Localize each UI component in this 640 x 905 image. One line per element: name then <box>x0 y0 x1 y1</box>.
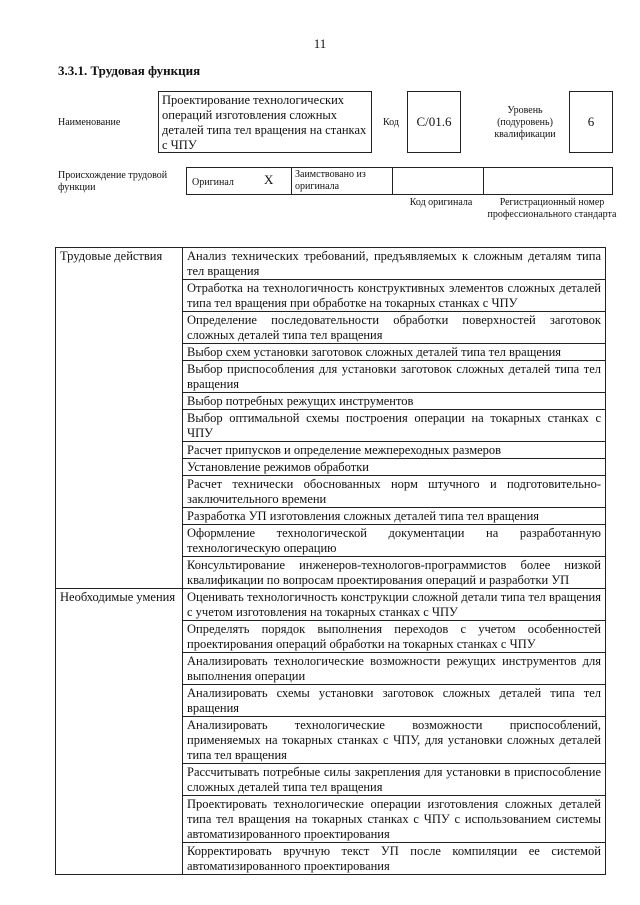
labor-action-item: Выбор приспособления для установки заготовок сложных деталей типа тел вращения <box>183 361 606 393</box>
labor-action-item: Расчет технически обоснованных норм штучного и подготовительно-заключительного времени <box>183 476 606 508</box>
section-title: 3.3.1. Трудовая функция <box>58 63 201 78</box>
labor-action-item: Оформление технологической документации на разработанную технологическую операцию <box>183 525 606 557</box>
code-original-label: Код оригинала <box>409 197 473 208</box>
code-value: С/01.6 <box>416 114 452 129</box>
skill-item: Оценивать технологичность конструкции сложной детали типа тел вращения с учетом изготовления на токарных станках с ЧПУ <box>183 589 606 621</box>
page-number: 11 <box>313 36 327 51</box>
labor-action-item: Определение последовательности обработки поверхностей заготовок сложных деталей типа тел вращения <box>183 312 606 344</box>
labor-action-item: Выбор оптимальной схемы построения операции на токарных станках с ЧПУ <box>183 410 606 442</box>
labor-action-row <box>56 248 606 280</box>
skill-item: Корректировать вручную текст УП после компиляции ее системой автоматизированного проектирования <box>183 843 606 875</box>
original-label: Оригинал <box>192 177 234 188</box>
skill-item: Анализировать технологические возможности режущих инструментов для выполнения операции <box>183 653 606 685</box>
labor-action-category: Трудовые действия <box>56 248 183 589</box>
skill-row <box>56 589 606 621</box>
labor-action-item: Анализ технических требований, предъявляемых к сложным деталям типа тел вращения <box>183 248 606 280</box>
labor-action-item: Выбор схем установки заготовок сложных деталей типа тел вращения <box>183 344 606 361</box>
origin-label: Происхождение трудовой функции <box>58 170 168 193</box>
labor-action-item: Установление режимов обработки <box>183 459 606 476</box>
skill-item: Анализировать схемы установки заготовок сложных деталей типа тел вращения <box>183 685 606 717</box>
skill-item: Рассчитывать потребные силы закрепления для установки в приспособление сложных деталей типа тел вращения <box>183 764 606 796</box>
reg-number-cell <box>483 167 613 195</box>
code-original-cell <box>392 167 484 195</box>
function-table <box>55 247 606 875</box>
labor-action-item: Консультирование инженеров-технологов-программистов более низкой квалификации по вопросам проектирования операций и разработки УП <box>183 557 606 589</box>
skill-item: Проектировать технологические операции изготовления сложных деталей типа тел вращения на токарных станках с ЧПУ с использованием системы автоматизированного проектирования <box>183 796 606 843</box>
skill-category: Необходимые умения <box>56 589 183 875</box>
level-value: 6 <box>587 114 595 129</box>
code-label: Код <box>383 117 399 128</box>
level-box <box>569 91 613 153</box>
level-label: Уровень (подуровень) квалификации <box>494 105 556 140</box>
function-name-box: Проектирование технологических операций изготовления сложных деталей типа тел вращения на станках с ЧПУ <box>158 91 372 153</box>
name-label: Наименование <box>58 117 121 128</box>
skill-item: Анализировать технологические возможности приспособлений, применяемых на токарных станках с ЧПУ, для установки сложных деталей типа тел вращения <box>183 717 606 764</box>
labor-action-item: Отработка на технологичность конструктивных элементов сложных деталей типа тел вращения при обработке на токарных станках с ЧПУ <box>183 280 606 312</box>
reg-number-label: Регистрационный номер профессионального стандарта <box>487 197 617 220</box>
original-mark: X <box>264 172 274 187</box>
labor-action-item: Разработка УП изготовления сложных деталей типа тел вращения <box>183 508 606 525</box>
code-box <box>407 91 461 153</box>
skill-item: Определять порядок выполнения переходов с учетом особенностей проектирования операций обработки на токарных станках с ЧПУ <box>183 621 606 653</box>
labor-action-item: Выбор потребных режущих инструментов <box>183 393 606 410</box>
borrowed-label: Заимствовано из оригинала <box>291 167 393 195</box>
labor-action-item: Расчет припусков и определение межпереходных размеров <box>183 442 606 459</box>
